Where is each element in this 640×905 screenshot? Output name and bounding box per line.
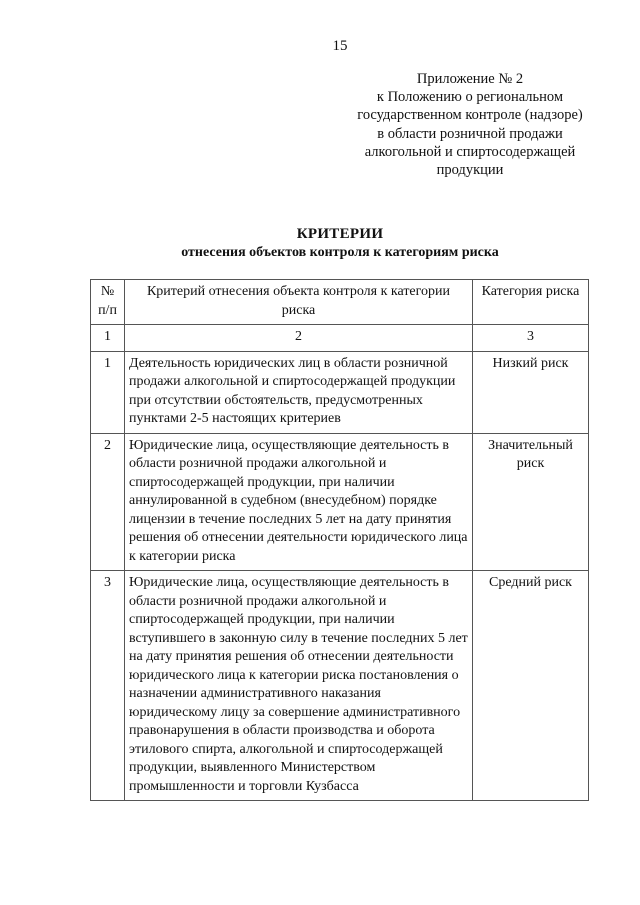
row-category: Низкий риск	[473, 351, 589, 433]
table-index-row	[91, 325, 589, 352]
header-num: № п/п	[91, 280, 125, 325]
index-cell: 3	[473, 325, 589, 352]
row-criterion: Деятельность юридических лиц в области розничной продажи алкогольной и спиртосодержащей продукции при отсутствии обстоятельств, предусмотренных пунктами 2-5 настоящих критериев	[125, 351, 473, 433]
document-heading: КРИТЕРИИ	[296, 226, 384, 242]
table-header-row	[91, 280, 589, 325]
appendix-line: алкогольной и спиртосодержащей	[364, 143, 576, 160]
appendix-line: к Положению о региональном	[376, 89, 564, 106]
criteria-table	[90, 279, 589, 801]
index-cell: 1	[91, 325, 125, 352]
table-row	[91, 571, 589, 801]
appendix-block	[330, 70, 610, 179]
row-criterion: Юридические лица, осуществляющие деятельность в области розничной продажи алкогольной и спиртосодержащей продукции, при наличии аннулированной в судебном (внесудебном) порядке лицензии в течение последних 5 лет на дату принятия решения об отнесении деятельности юридического лица к категории риска	[125, 433, 473, 571]
header-category: Категория риска	[473, 280, 589, 325]
row-category: Средний риск	[473, 571, 589, 801]
index-cell: 2	[125, 325, 473, 352]
row-criterion: Юридические лица, осуществляющие деятельность в области розничной продажи алкогольной и спиртосодержащей продукции, при наличии вступившего в законную силу в течение последних 5 лет на дату принятия решения об отнесении деятельности юридического лица к категории риска постановления о назначении административного наказания юридическому лицу за совершение административного правонарушения в области производства и оборота этилового спирта, алкогольной и спиртосодержащей продукции, выявленного Министерством промышленности и торговли Кузбасса	[125, 571, 473, 801]
page-number: 15	[332, 38, 348, 54]
header-criterion: Критерий отнесения объекта контроля к категории риска	[125, 280, 473, 325]
appendix-line: государственном контроле (надзоре)	[357, 107, 583, 124]
table-row	[91, 351, 589, 433]
document-subheading: отнесения объектов контроля к категориям риска	[181, 245, 499, 260]
table-row	[91, 433, 589, 571]
row-num: 1	[91, 351, 125, 433]
appendix-line: в области розничной продажи	[377, 125, 563, 142]
appendix-line: продукции	[436, 162, 504, 179]
row-num: 2	[91, 433, 125, 571]
appendix-line: Приложение № 2	[416, 71, 524, 87]
row-category: Значительный риск	[473, 433, 589, 571]
row-num: 3	[91, 571, 125, 801]
